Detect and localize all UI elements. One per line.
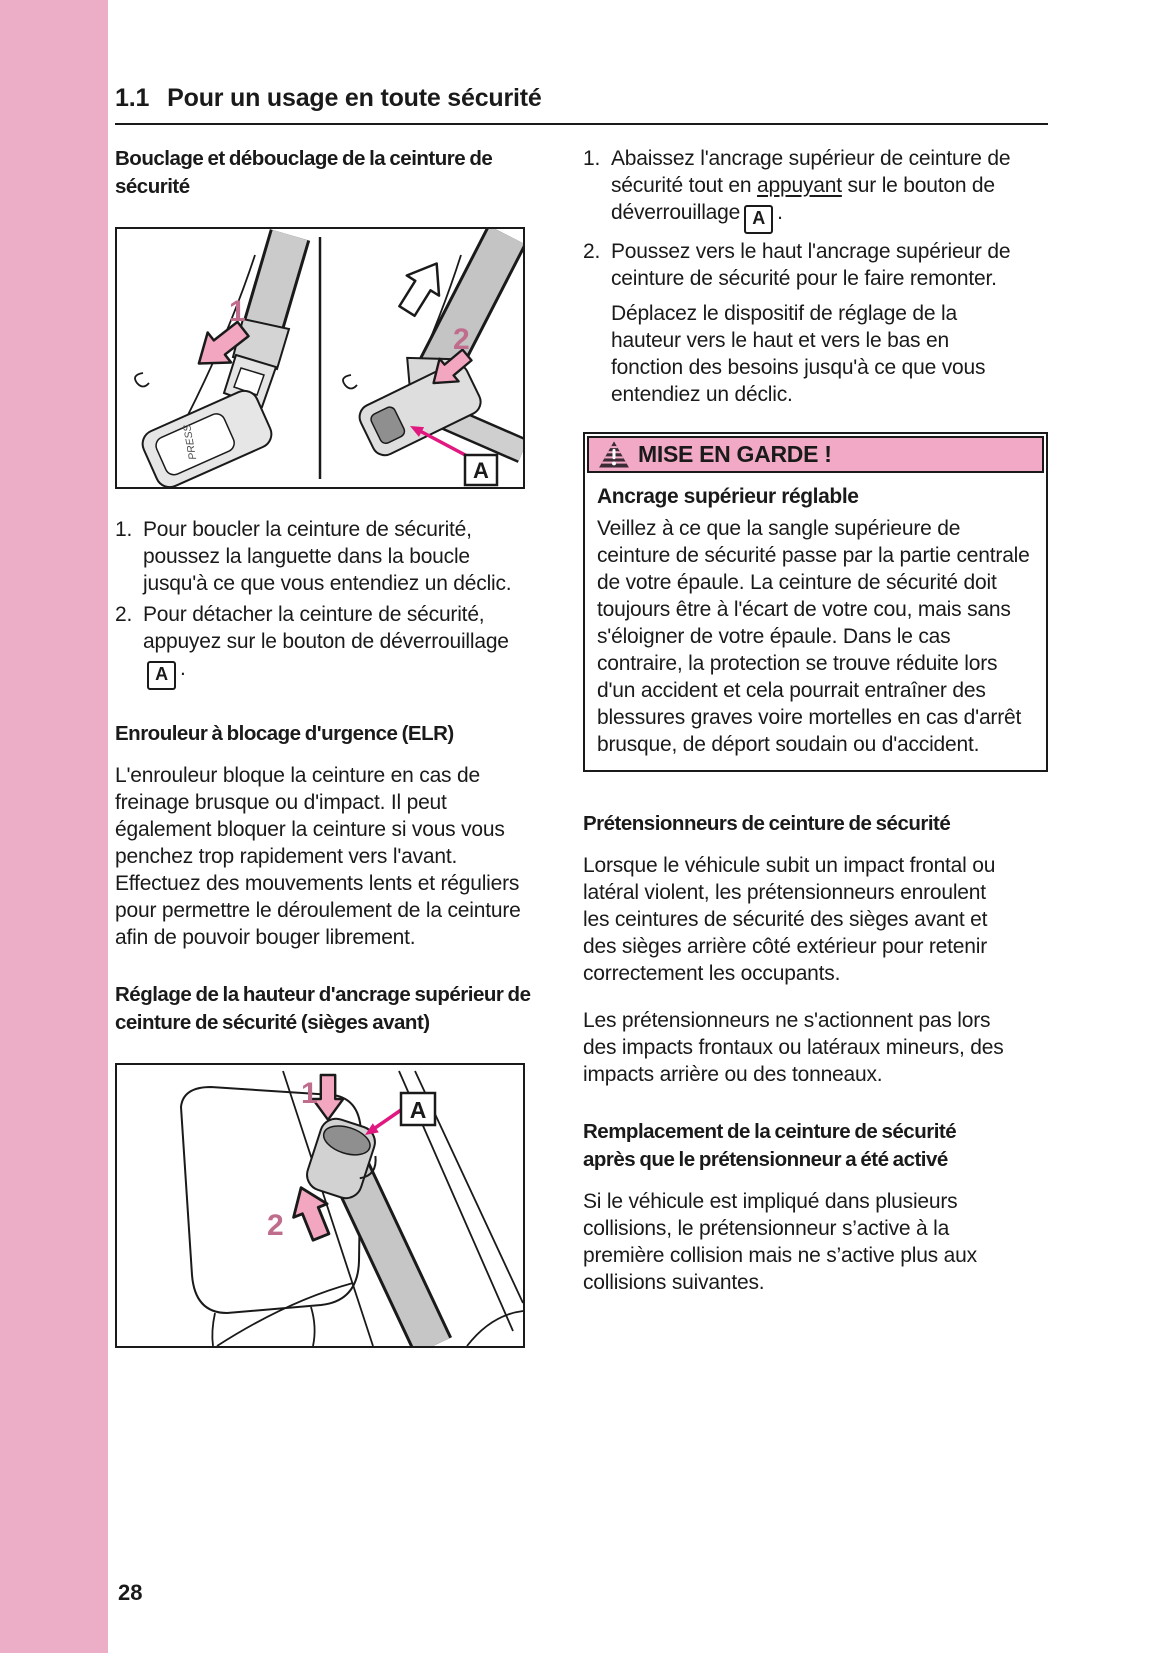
list-item — [115, 516, 535, 597]
label-a-box — [465, 455, 497, 485]
list-item — [583, 238, 1011, 408]
list-number: 2. — [583, 240, 601, 263]
right-column — [583, 145, 1048, 1375]
figure-buckle-unbuckle — [115, 227, 535, 494]
page-content — [115, 0, 1048, 1375]
list-text-pre: Pour détacher la ceinture de sécurité, appuyez sur le bouton de déverrouillage — [143, 603, 509, 653]
list-text — [611, 238, 1011, 408]
list-item — [115, 601, 535, 690]
figure-label-a: A — [409, 1097, 427, 1123]
chapter-header — [115, 84, 1048, 125]
buckle-illustration — [115, 227, 525, 489]
paragraph-replacement: Si le véhicule est impliqué dans plusieurs collisions, le prétensionneur s’active à la première collision mais ne s’active plus aux collisions suivantes. — [583, 1190, 977, 1294]
list-text: Pour boucler la ceinture de sécurité, poussez la languette dans la boucle jusqu'à ce que vous entendiez un déclic. — [143, 518, 512, 595]
figure-anchor-height — [115, 1063, 535, 1353]
warning-callout-box — [583, 432, 1048, 772]
page-number: 28 — [118, 1580, 143, 1605]
release-button-badge: A — [147, 661, 176, 690]
section-heading-buckling: Bouclage et débouclage de la ceinture de sécurité — [115, 147, 493, 198]
section-heading-pretensioners: Prétensionneurs de ceinture de sécurité — [583, 812, 951, 835]
step1-pre: Abaissez l'ancrage supérieur de ceinture de sécurité tout en — [611, 147, 1011, 197]
buckle-steps-list — [115, 516, 535, 690]
page-edge-band — [0, 0, 108, 1653]
section-heading-replacement: Remplacement de la ceinture de sécurité après que le prétensionneur a été activé — [583, 1120, 957, 1171]
list-item — [583, 145, 1011, 234]
paragraph-elr: L'enrouleur bloque la ceinture en cas de freinage brusque ou d'impact. Il peut également bloquer la ceinture si vous vous penchez trop rapidement vers l'avant. Effectuez des mouvements lents et réguliers pour permettre le déroulement de la ceinture afin de pouvoir bouger librement. — [115, 764, 521, 949]
step1-mid: sur le bouton de déverrouillage — [611, 174, 995, 224]
anchor-steps-list — [583, 145, 1011, 408]
figure-label-2: 2 — [267, 1209, 284, 1242]
warning-triangle-icon — [599, 441, 629, 468]
left-column — [115, 145, 535, 1375]
list-number: 2. — [115, 603, 133, 626]
list-text — [143, 601, 535, 690]
paragraph-pretensioners-1: Lorsque le véhicule subit un impact frontal ou latéral violent, les prétensionneurs enroulent les ceintures de sécurité des sièges avant et des sièges arrière côté extérieur pour retenir correctement les occupants. — [583, 854, 996, 985]
list-text — [611, 145, 1011, 234]
list-text-post: . — [180, 657, 186, 680]
chapter-number: 1.1 — [115, 84, 150, 112]
warning-text: Veillez à ce que la sangle supérieure de ceinture de sécurité passe par la partie centrale de votre épaule. La ceinture de sécurité doit toujours être à l'écart de votre cou, mais sans s'éloigner de votre épaule. Dans le cas contraire, la protection se trouve réduite lors d'un accident et cela pourrait entraîner des blessures graves voire mortelles en cas d'arrêt brusque, de déport soudain ou d'accident. — [597, 517, 1030, 756]
chapter-title: Pour un usage en toute sécurité — [167, 84, 542, 112]
figure-label-2: 2 — [453, 323, 470, 356]
list-number: 1. — [583, 147, 601, 170]
figure-label-a: A — [473, 458, 489, 483]
step2-main: Poussez vers le haut l'ancrage supérieur de ceinture de sécurité pour le faire remonter. — [611, 240, 1011, 290]
warning-body — [585, 475, 1046, 770]
label-a-box — [401, 1093, 435, 1125]
two-column-layout — [115, 145, 1048, 1375]
release-button-badge: A — [744, 205, 773, 234]
warning-title: MISE EN GARDE ! — [638, 441, 832, 467]
figure-label-1: 1 — [229, 295, 246, 328]
press-label: PRESS — [181, 423, 200, 461]
section-heading-anchor-height: Réglage de la hauteur d'ancrage supérieur de ceinture de sécurité (sièges avant) — [115, 983, 531, 1034]
figure-label-1: 1 — [301, 1077, 318, 1110]
anchor-illustration — [115, 1063, 525, 1348]
step1-link-word: appuyant — [757, 174, 842, 197]
list-number: 1. — [115, 518, 133, 541]
step2-subparagraph: Déplacez le dispositif de réglage de la hauteur vers le haut et vers le bas en fonction des besoins jusqu'à ce que vous entendiez un déclic. — [611, 302, 986, 406]
paragraph-pretensioners-2: Les prétensionneurs ne s'actionnent pas lors des impacts frontaux ou latéraux mineurs, des impacts arrière ou des tonneaux. — [583, 1009, 1004, 1086]
warning-subheading: Ancrage supérieur réglable — [597, 485, 859, 508]
step1-post: . — [777, 201, 783, 224]
warning-header — [587, 436, 1044, 473]
section-heading-elr: Enrouleur à blocage d'urgence (ELR) — [115, 722, 454, 745]
